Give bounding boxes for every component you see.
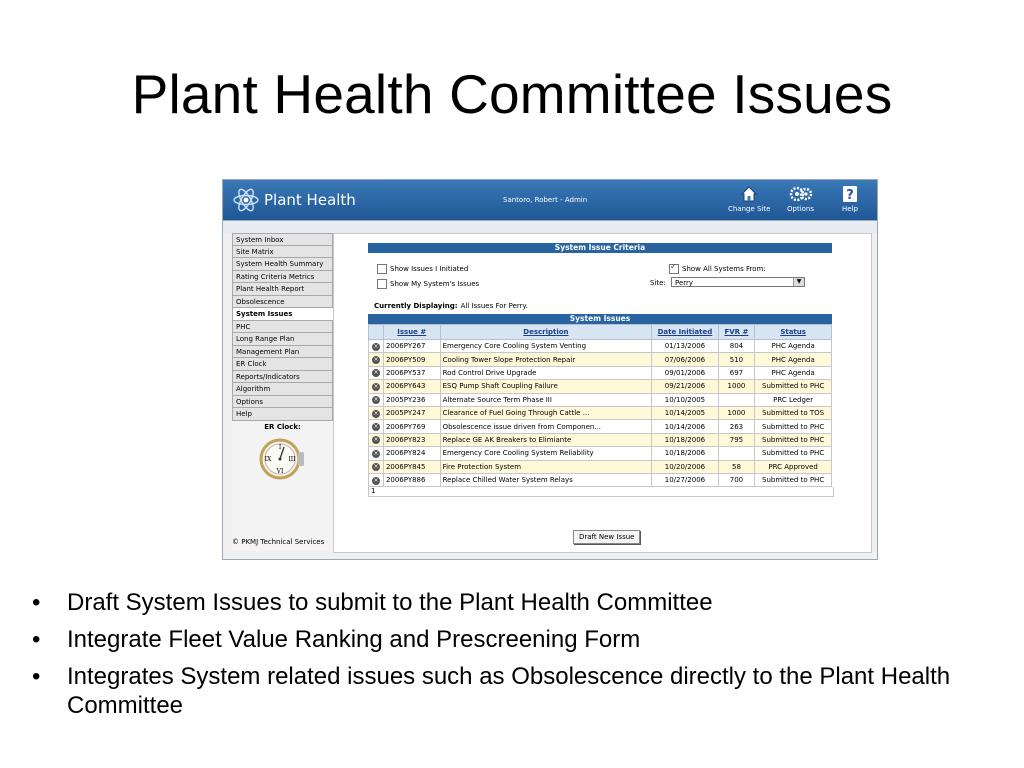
pager[interactable]: 1 — [368, 487, 834, 497]
help-label: Help — [842, 205, 858, 213]
status-cell: Submitted to PHC — [755, 447, 832, 460]
bullet-item: • Integrate Fleet Value Ranking and Prescreening Form — [32, 625, 992, 654]
show-initiated-checkbox[interactable] — [377, 264, 387, 274]
column-header-date[interactable]: Date Initiated — [652, 325, 718, 340]
table-row[interactable] — [369, 460, 832, 473]
sidebar-item-system-inbox[interactable]: System Inbox — [232, 233, 333, 246]
clock-numeral-3: III — [287, 455, 296, 463]
status-cell: Submitted to PHC — [755, 473, 832, 486]
sidebar-item-phc[interactable]: PHC — [232, 321, 333, 334]
chevron-down-icon[interactable]: ▼ — [793, 278, 804, 286]
sidebar — [232, 233, 333, 484]
description-cell: Clearance of Fuel Going Through Cattle ... — [440, 406, 652, 419]
date-initiated-cell: 10/27/2006 — [652, 473, 718, 486]
fvr-cell: 510 — [718, 353, 755, 366]
sidebar-item-management-plan[interactable]: Management Plan — [232, 346, 333, 359]
date-initiated-cell: 01/13/2006 — [652, 340, 718, 353]
sidebar-item-obsolescence[interactable]: Obsolescence — [232, 296, 333, 309]
main-panel — [333, 233, 872, 553]
description-cell: Replace Chilled Water System Relays — [440, 473, 652, 486]
delete-icon[interactable]: × — [373, 463, 379, 471]
svg-text:?: ? — [846, 188, 854, 203]
date-initiated-cell: 10/18/2006 — [652, 433, 718, 446]
issues-panel — [368, 314, 832, 497]
status-cell: PRC Approved — [755, 460, 832, 473]
status-cell: Submitted to PHC — [755, 380, 832, 393]
delete-cell — [369, 473, 384, 486]
date-initiated-cell: 09/01/2006 — [652, 366, 718, 379]
description-cell: Obsolescence issue driven from Componen... — [440, 420, 652, 433]
delete-cell — [369, 393, 384, 406]
table-row[interactable] — [369, 353, 832, 366]
delete-icon[interactable]: × — [373, 449, 379, 457]
issue-number-cell[interactable]: 2006PY643 — [383, 380, 440, 393]
table-row[interactable] — [369, 380, 832, 393]
options-button[interactable] — [787, 185, 814, 213]
sidebar-item-site-matrix[interactable]: Site Matrix — [232, 246, 333, 259]
delete-cell — [369, 420, 384, 433]
delete-icon[interactable]: × — [373, 356, 379, 364]
fvr-cell: 700 — [718, 473, 755, 486]
issues-table-body — [369, 340, 832, 487]
sidebar-item-options[interactable]: Options — [232, 396, 333, 409]
show-my-systems-checkbox[interactable] — [377, 279, 387, 289]
bullet-list — [32, 588, 992, 728]
fvr-cell: 697 — [718, 366, 755, 379]
status-cell: PHC Agenda — [755, 366, 832, 379]
date-initiated-cell: 10/14/2006 — [652, 420, 718, 433]
currently-displaying — [374, 302, 528, 310]
delete-icon[interactable]: × — [373, 409, 379, 417]
date-initiated-cell: 10/20/2006 — [652, 460, 718, 473]
table-row[interactable] — [369, 420, 832, 433]
delete-cell — [369, 340, 384, 353]
criteria-panel — [368, 243, 832, 300]
fvr-cell: 804 — [718, 340, 755, 353]
date-initiated-cell: 10/14/2005 — [652, 406, 718, 419]
gears-icon — [788, 185, 814, 203]
fvr-cell: 795 — [718, 433, 755, 446]
delete-icon[interactable]: × — [373, 396, 379, 404]
site-select[interactable] — [671, 277, 805, 287]
status-cell: Submitted to PHC — [755, 433, 832, 446]
currently-displaying-label: Currently Displaying: — [374, 302, 458, 310]
table-row[interactable] — [369, 447, 832, 460]
delete-cell — [369, 353, 384, 366]
site-label: Site: — [650, 279, 666, 287]
help-button[interactable] — [841, 185, 859, 213]
show-my-systems-option[interactable] — [377, 279, 479, 289]
bullet-item: • Draft System Issues to submit to the Plant Health Committee — [32, 588, 992, 617]
delete-icon[interactable]: × — [373, 423, 379, 431]
delete-icon[interactable]: × — [373, 369, 379, 377]
clock-numeral-9: IX — [264, 455, 271, 463]
column-header-description[interactable]: Description — [440, 325, 652, 340]
fvr-cell: 1000 — [718, 406, 755, 419]
status-cell: PRC Ledger — [755, 393, 832, 406]
issue-number-cell[interactable]: 2006PY537 — [383, 366, 440, 379]
delete-icon[interactable]: × — [373, 476, 379, 484]
status-cell: Submitted to PHC — [755, 420, 832, 433]
description-cell: Alternate Source Term Phase III — [440, 393, 652, 406]
options-label: Options — [787, 205, 815, 213]
app-name: Plant Health — [264, 191, 356, 209]
fvr-cell — [718, 393, 755, 406]
issue-number-cell[interactable]: 2006PY769 — [383, 420, 440, 433]
change-site-label: Change Site — [728, 205, 771, 213]
copyright: © PKMJ Technical Services — [232, 538, 325, 546]
sidebar-item-reports-indicators[interactable]: Reports/Indicators — [232, 371, 333, 384]
delete-cell — [369, 447, 384, 460]
issue-number-cell[interactable]: 2005PY247 — [383, 406, 440, 419]
fvr-cell: 1000 — [718, 380, 755, 393]
show-initiated-label: Show Issues I Initiated — [390, 265, 469, 273]
sidebar-item-system-issues[interactable]: System Issues — [232, 308, 333, 321]
app-screenshot — [222, 179, 878, 560]
sidebar-item-help[interactable]: Help — [232, 408, 333, 421]
draft-new-issue-button[interactable]: Draft New Issue — [573, 530, 640, 544]
description-cell: ESQ Pump Shaft Coupling Failure — [440, 380, 652, 393]
site-select-value: Perry — [675, 279, 694, 287]
fvr-cell — [718, 447, 755, 460]
description-cell: Cooling Tower Slope Protection Repair — [440, 353, 652, 366]
delete-icon[interactable]: × — [373, 382, 379, 390]
sidebar-item-long-range-plan[interactable]: Long Range Plan — [232, 333, 333, 346]
show-all-systems-option[interactable] — [669, 264, 766, 274]
issue-number-cell[interactable]: 2006PY824 — [383, 447, 440, 460]
description-cell: Fire Protection System — [440, 460, 652, 473]
show-initiated-option[interactable] — [377, 264, 468, 274]
delete-cell — [369, 366, 384, 379]
sidebar-item-plant-health-report[interactable]: Plant Health Report — [232, 283, 333, 296]
slide-title: Plant Health Committee Issues — [131, 63, 893, 125]
app-header — [223, 180, 877, 220]
change-site-button[interactable] — [728, 185, 770, 213]
delete-cell — [369, 460, 384, 473]
date-initiated-cell: 09/21/2006 — [652, 380, 718, 393]
clock-numeral-6: VI — [276, 467, 283, 475]
table-row[interactable] — [369, 433, 832, 446]
fvr-cell: 58 — [718, 460, 755, 473]
criteria-title: System Issue Criteria — [368, 243, 832, 253]
bullet-item: • Integrates System related issues such as Obsolescence directly to the Plant Health Committee — [32, 662, 992, 720]
issue-number-cell[interactable]: 2006PY823 — [383, 433, 440, 446]
description-cell: Rod Control Drive Upgrade — [440, 366, 652, 379]
table-row[interactable] — [369, 340, 832, 353]
sidebar-item-rating-criteria-metrics[interactable]: Rating Criteria Metrics — [232, 271, 333, 284]
currently-displaying-value: All Issues For Perry. — [460, 302, 528, 310]
issue-number-cell[interactable]: 2006PY267 — [383, 340, 440, 353]
issue-number-cell[interactable]: 2006PY509 — [383, 353, 440, 366]
column-header-fvr[interactable]: FVR # — [718, 325, 755, 340]
clock-numeral-12: I — [278, 443, 281, 451]
description-cell: Emergency Core Cooling System Reliability — [440, 447, 652, 460]
issue-number-cell[interactable]: 2006PY845 — [383, 460, 440, 473]
atom-logo-icon — [232, 186, 260, 214]
issue-number-cell[interactable]: 2006PY886 — [383, 473, 440, 486]
issue-number-cell[interactable]: 2005PY236 — [383, 393, 440, 406]
fvr-cell: 263 — [718, 420, 755, 433]
description-cell: Replace GE AK Breakers to Elimiante — [440, 433, 652, 446]
show-all-systems-checkbox[interactable] — [669, 264, 679, 274]
status-cell: PHC Agenda — [755, 353, 832, 366]
delete-cell — [369, 406, 384, 419]
issues-table — [368, 324, 832, 487]
delete-icon[interactable]: × — [373, 342, 379, 350]
table-row[interactable] — [369, 393, 832, 406]
date-initiated-cell: 07/06/2006 — [652, 353, 718, 366]
delete-icon[interactable]: × — [373, 436, 379, 444]
column-header-status[interactable]: Status — [755, 325, 832, 340]
sidebar-item-algorithm[interactable]: Algorithm — [232, 383, 333, 396]
delete-cell — [369, 380, 384, 393]
house-icon — [740, 185, 758, 203]
help-icon — [841, 185, 859, 203]
show-all-systems-label: Show All Systems From: — [682, 265, 766, 273]
sidebar-item-er-clock[interactable]: ER Clock — [232, 358, 333, 371]
description-cell: Emergency Core Cooling System Venting — [440, 340, 652, 353]
header-separator — [223, 220, 877, 233]
issues-title: System Issues — [368, 314, 832, 324]
date-initiated-cell: 10/10/2005 — [652, 393, 718, 406]
table-row[interactable] — [369, 366, 832, 379]
er-clock-label: ER Clock: — [264, 422, 301, 431]
delete-column-header — [369, 325, 384, 340]
delete-cell — [369, 433, 384, 446]
table-row[interactable] — [369, 473, 832, 486]
status-cell: Submitted to TOS — [755, 406, 832, 419]
show-my-systems-label: Show My System's Issues — [390, 280, 480, 288]
user-name: Santoro, Robert - Admin — [503, 196, 588, 204]
sidebar-item-system-health-summary[interactable]: System Health Summary — [232, 258, 333, 271]
table-row[interactable] — [369, 406, 832, 419]
status-cell: PHC Agenda — [755, 340, 832, 353]
column-header-issue[interactable]: Issue # — [383, 325, 440, 340]
er-clock-icon — [258, 434, 308, 484]
date-initiated-cell: 10/18/2006 — [652, 447, 718, 460]
